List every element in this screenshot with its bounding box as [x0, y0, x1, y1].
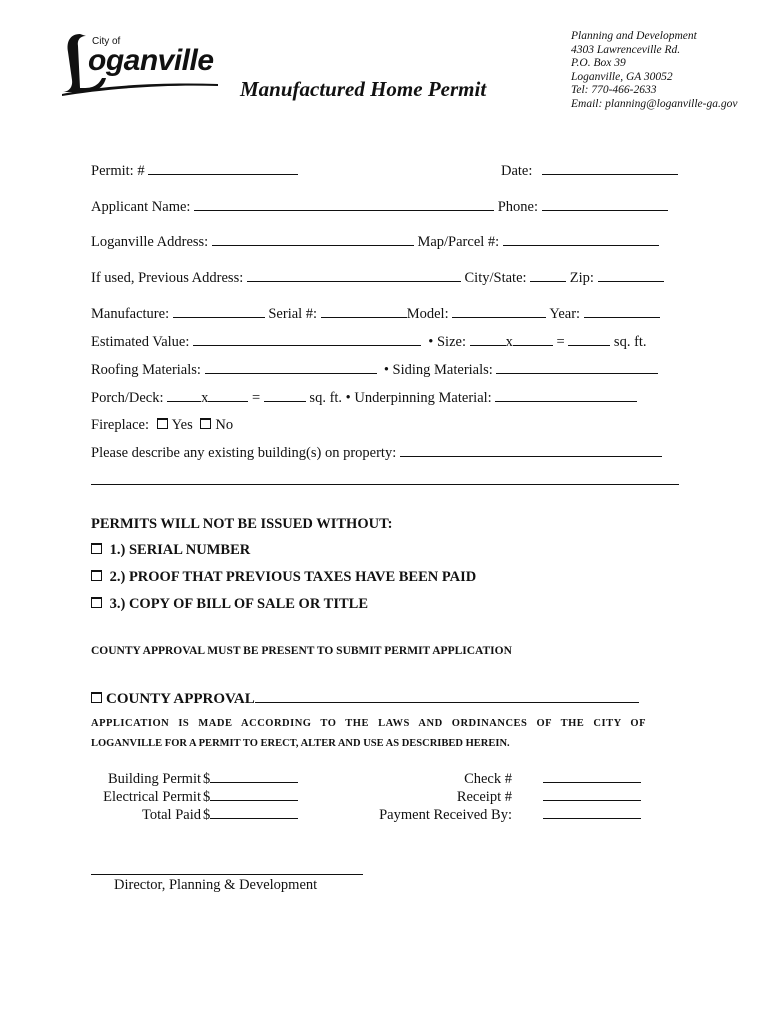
office-city: Loganville, GA 30052: [571, 70, 673, 83]
building-permit-label: Building Permit: [107, 771, 201, 787]
date-label: Date:: [501, 163, 533, 179]
value-row: Estimated Value: • Size: x = sq. ft.: [91, 334, 647, 350]
address-row: [91, 233, 659, 251]
porch-eq: =: [251, 390, 261, 406]
date-row: [501, 162, 678, 180]
requirement-serial-checkbox[interactable]: [91, 543, 102, 554]
porch-total-field[interactable]: [264, 389, 306, 402]
fireplace-no-checkbox[interactable]: [200, 418, 211, 429]
received-by-label: Payment Received By:: [379, 807, 512, 823]
map-label: Map/Parcel #:: [417, 234, 500, 250]
phone-label: Phone:: [497, 199, 538, 215]
legal-line-1: APPLICATION IS MADE ACCORDING TO THE LAWS AND ORDINANCES OF THE CITY OF: [91, 718, 646, 729]
siding-field[interactable]: [496, 361, 658, 374]
materials-row: Roofing Materials: • Siding Materials:: [91, 361, 658, 379]
est-value-label: Estimated Value:: [91, 334, 190, 350]
permit-label: Permit: #: [91, 163, 145, 179]
office-street: 4303 Lawrenceville Rd.: [571, 43, 681, 56]
prev-address-row: [91, 269, 664, 287]
requirement-item: [91, 569, 476, 586]
legal-line-2: LOGANVILLE FOR A PERMIT TO ERECT, ALTER AND USE AS DESCRIBED HEREIN.: [91, 738, 510, 749]
receipt-label: Receipt #: [456, 789, 512, 805]
prev-address-label: If used, Previous Address:: [91, 270, 244, 286]
county-approval-label: COUNTY APPROVAL: [106, 691, 255, 707]
total-dollar: $: [203, 807, 211, 823]
permit-row: [91, 162, 298, 180]
size-label: Size:: [436, 334, 466, 350]
siding-label: Siding Materials:: [392, 362, 493, 378]
office-address: [571, 30, 737, 111]
citystate-label: City/State:: [464, 270, 527, 286]
payment-fields: [543, 770, 641, 824]
applicant-row: [91, 198, 668, 216]
applicant-label: Applicant Name:: [91, 199, 191, 215]
check-label: Check #: [464, 771, 512, 787]
roofing-label: Roofing Materials:: [91, 362, 201, 378]
county-approval-row: [91, 689, 639, 708]
underpinning-label: Underpinning Material:: [354, 390, 492, 406]
map-parcel-field[interactable]: [503, 233, 659, 246]
porch-length-field[interactable]: [208, 389, 248, 402]
est-value-field[interactable]: [193, 333, 421, 346]
total-paid-label: Total Paid: [142, 807, 201, 823]
fee-fields: [203, 770, 298, 824]
model-field[interactable]: [452, 305, 546, 318]
manufacture-label: Manufacture:: [91, 306, 170, 322]
phone-field[interactable]: [542, 198, 668, 211]
size-width-field[interactable]: [470, 333, 506, 346]
applicant-name-field[interactable]: [194, 198, 494, 211]
underpinning-field[interactable]: [495, 389, 637, 402]
fireplace-yes-checkbox[interactable]: [157, 418, 168, 429]
fireplace-row: [91, 417, 233, 434]
received-by-field[interactable]: [543, 806, 641, 819]
building-dollar: $: [203, 771, 211, 787]
requirement-taxes-checkbox[interactable]: [91, 570, 102, 581]
total-paid-field[interactable]: [210, 806, 298, 819]
zip-label: Zip:: [569, 270, 594, 286]
size-eq: =: [556, 334, 565, 350]
electrical-permit-label: Electrical Permit: [103, 789, 201, 805]
county-approval-field[interactable]: [255, 689, 639, 703]
requirement-item: [91, 542, 250, 559]
serial-label: Serial #:: [268, 306, 318, 322]
model-label: Model:: [406, 306, 449, 322]
porch-label: Porch/Deck:: [91, 390, 164, 406]
electrical-dollar: $: [203, 789, 211, 805]
date-field[interactable]: [542, 162, 678, 175]
signature-line[interactable]: [91, 874, 363, 875]
size-length-field[interactable]: [513, 333, 553, 346]
requirements-heading: PERMITS WILL NOT BE ISSUED WITHOUT:: [91, 516, 393, 532]
address-label: Loganville Address:: [91, 234, 209, 250]
requirement-serial-label: 1.) SERIAL NUMBER: [109, 542, 251, 558]
permit-number-field[interactable]: [148, 162, 298, 175]
requirement-bill-label: 3.) COPY OF BILL OF SALE OR TITLE: [109, 596, 368, 612]
describe-line-2[interactable]: [91, 484, 679, 485]
fireplace-label: Fireplace:: [91, 417, 149, 433]
requirement-taxes-label: 2.) PROOF THAT PREVIOUS TAXES HAVE BEEN PAID: [109, 569, 477, 585]
office-email: Email: planning@loganville-ga.gov: [571, 97, 738, 110]
porch-x: x: [201, 390, 209, 406]
zip-field[interactable]: [598, 269, 664, 282]
building-permit-field[interactable]: [210, 770, 298, 783]
porch-sqft: sq. ft.: [309, 390, 343, 406]
fireplace-no-label: No: [215, 417, 234, 433]
office-pobox: P.O. Box 39: [571, 57, 626, 69]
year-field[interactable]: [584, 305, 660, 318]
describe-label: Please describe any existing building(s) on property:: [91, 445, 397, 461]
electrical-permit-field[interactable]: [210, 788, 298, 801]
describe-field[interactable]: [400, 444, 662, 457]
size-total-field[interactable]: [568, 333, 610, 346]
requirement-bill-checkbox[interactable]: [91, 597, 102, 608]
page-title: Manufactured Home Permit: [240, 77, 487, 101]
receipt-field[interactable]: [543, 788, 641, 801]
logo-name: oganville: [88, 44, 214, 77]
size-x: x: [505, 334, 513, 350]
prev-address-field[interactable]: [247, 269, 461, 282]
porch-row: Porch/Deck: x = sq. ft. • Underpinning Material:: [91, 389, 637, 407]
serial-field[interactable]: [321, 305, 407, 318]
requirement-item: [91, 596, 368, 613]
fireplace-yes-label: Yes: [171, 417, 193, 433]
address-field[interactable]: [212, 233, 414, 246]
year-label: Year:: [549, 306, 581, 322]
porch-width-field[interactable]: [167, 389, 201, 402]
county-note: COUNTY APPROVAL MUST BE PRESENT TO SUBMIT PERMIT APPLICATION: [91, 645, 512, 657]
city-logo: [58, 28, 223, 98]
roofing-field[interactable]: [205, 361, 377, 374]
office-name: Planning and Development: [571, 30, 697, 42]
signature-label: Director, Planning & Development: [114, 877, 318, 893]
fee-labels: [91, 770, 201, 824]
county-approval-checkbox[interactable]: [91, 692, 102, 703]
describe-row: [91, 444, 662, 462]
payment-labels: [360, 770, 512, 824]
citystate-field[interactable]: [530, 269, 566, 282]
office-tel: Tel: 770-466-2633: [571, 84, 657, 96]
logo-city-of: City of: [92, 36, 121, 47]
size-sqft: sq. ft.: [613, 334, 647, 350]
manufacture-row: [91, 305, 660, 323]
check-field[interactable]: [543, 770, 641, 783]
manufacture-field[interactable]: [173, 305, 265, 318]
